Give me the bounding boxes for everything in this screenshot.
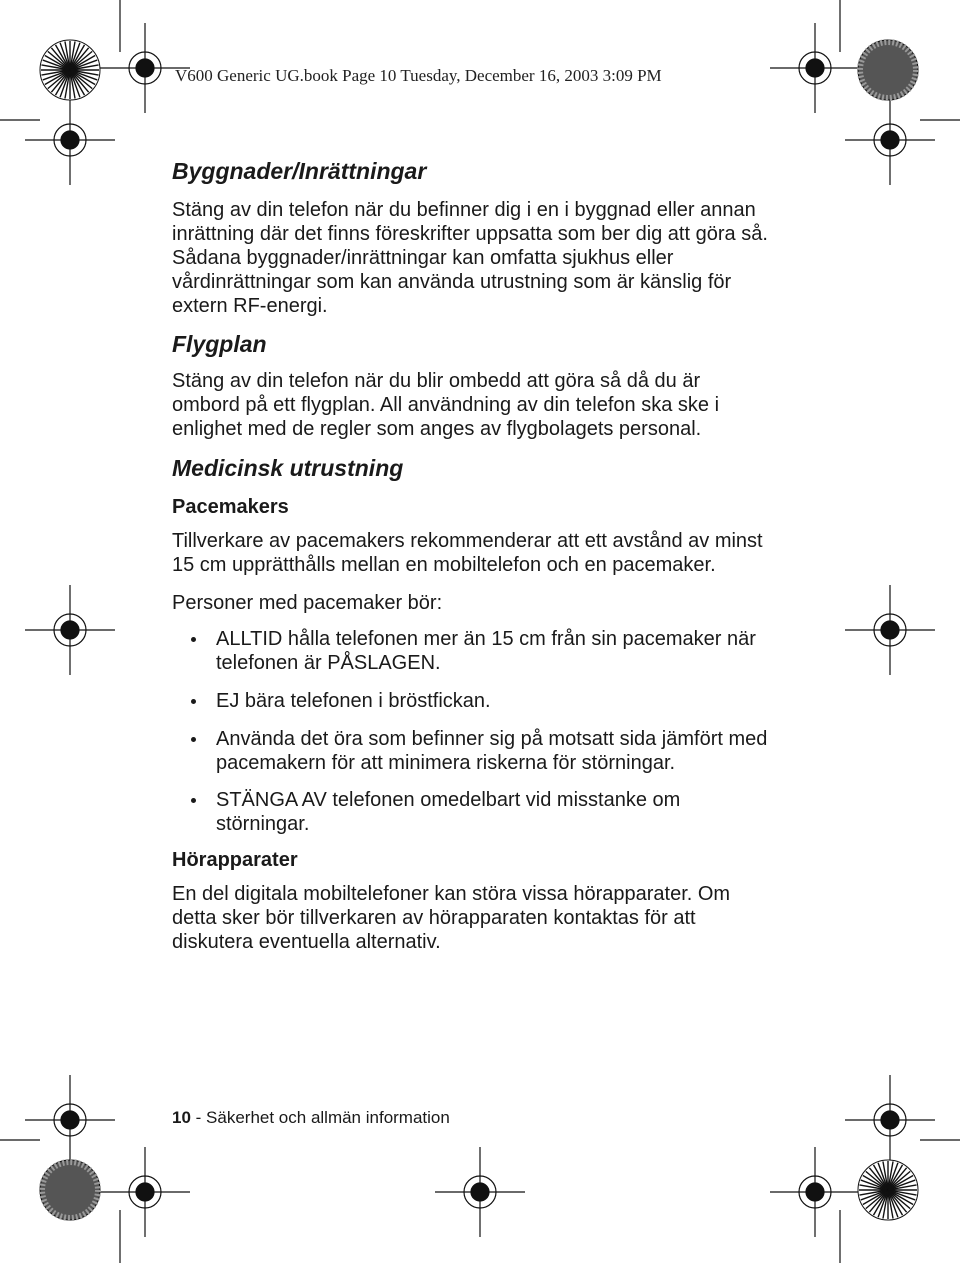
- pacemakers-intro: Personer med pacemaker bör:: [172, 592, 443, 614]
- subheading-hearing-aids: Hörapparater: [172, 849, 298, 871]
- registration-target-icon: [845, 585, 935, 675]
- bullet-icon: [191, 737, 196, 742]
- registration-target-icon: [25, 585, 115, 675]
- heading-medical: Medicinsk utrustning: [172, 455, 404, 481]
- bullet-icon: [191, 699, 196, 704]
- bullet-icon: [191, 798, 196, 803]
- page-number: 10: [172, 1108, 191, 1127]
- heading-aircraft: Flygplan: [172, 331, 267, 357]
- siemens-star-icon: [858, 1160, 918, 1220]
- hearing-aids-paragraph: En del digitala mobiltelefoner kan störa vissa hörapparater. Om detta sker bör tillverkaren av hörapparaten kontaktas för att diskutera eventuella alternativ.: [172, 883, 731, 953]
- list-item: Använda det öra som befinner sig på motsatt sida jämfört med pacemakern för att minimera riskerna för störningar.: [172, 727, 772, 775]
- registration-target-icon: [770, 1147, 860, 1237]
- siemens-star-icon: [858, 40, 918, 100]
- registration-target-icon: [435, 1147, 525, 1237]
- registration-target-icon: [770, 23, 860, 113]
- registration-target-icon: [100, 1147, 190, 1237]
- subheading-pacemakers: Pacemakers: [172, 496, 289, 518]
- page-footer: [172, 1108, 450, 1128]
- registration-target-icon: [845, 95, 935, 185]
- registration-target-icon: [845, 1075, 935, 1165]
- buildings-paragraph: Stäng av din telefon när du befinner dig i en i byggnad eller annan inrättning där det finns föreskrifter uppsatta som ber dig att göra så. Sådana byggnader/inrättningar kan omfatta sjukhus eller vårdinrättningar som kan använda utrustning som är känslig för extern RF-energi.: [172, 199, 768, 317]
- aircraft-paragraph: Stäng av din telefon när du blir ombedd att göra så då du är ombord på ett flygplan. All användning av din telefon ska ske i enlighet med de regler som anges av flygbolagets personal.: [172, 370, 720, 440]
- heading-buildings: Byggnader/Inrättningar: [172, 158, 427, 184]
- book-header-info: V600 Generic UG.book Page 10 Tuesday, December 16, 2003 3:09 PM: [175, 66, 662, 85]
- registration-target-icon: [25, 95, 115, 185]
- pacemakers-paragraph: Tillverkare av pacemakers rekommenderar att ett avstånd av minst 15 cm upprätthålls mellan en mobiltelefon och en pacemaker.: [172, 530, 763, 576]
- bullet-icon: [191, 637, 196, 642]
- footer-section-title: - Säkerhet och allmän information: [195, 1108, 450, 1127]
- siemens-star-icon: [40, 1160, 100, 1220]
- list-item: EJ bära telefonen i bröstfickan.: [172, 689, 491, 713]
- list-item: ALLTID hålla telefonen mer än 15 cm från sin pacemaker när telefonen är PÅSLAGEN.: [172, 627, 772, 675]
- list-item: STÄNGA AV telefonen omedelbart vid misstanke om störningar.: [172, 788, 772, 836]
- registration-target-icon: [25, 1075, 115, 1165]
- siemens-star-icon: [40, 40, 100, 100]
